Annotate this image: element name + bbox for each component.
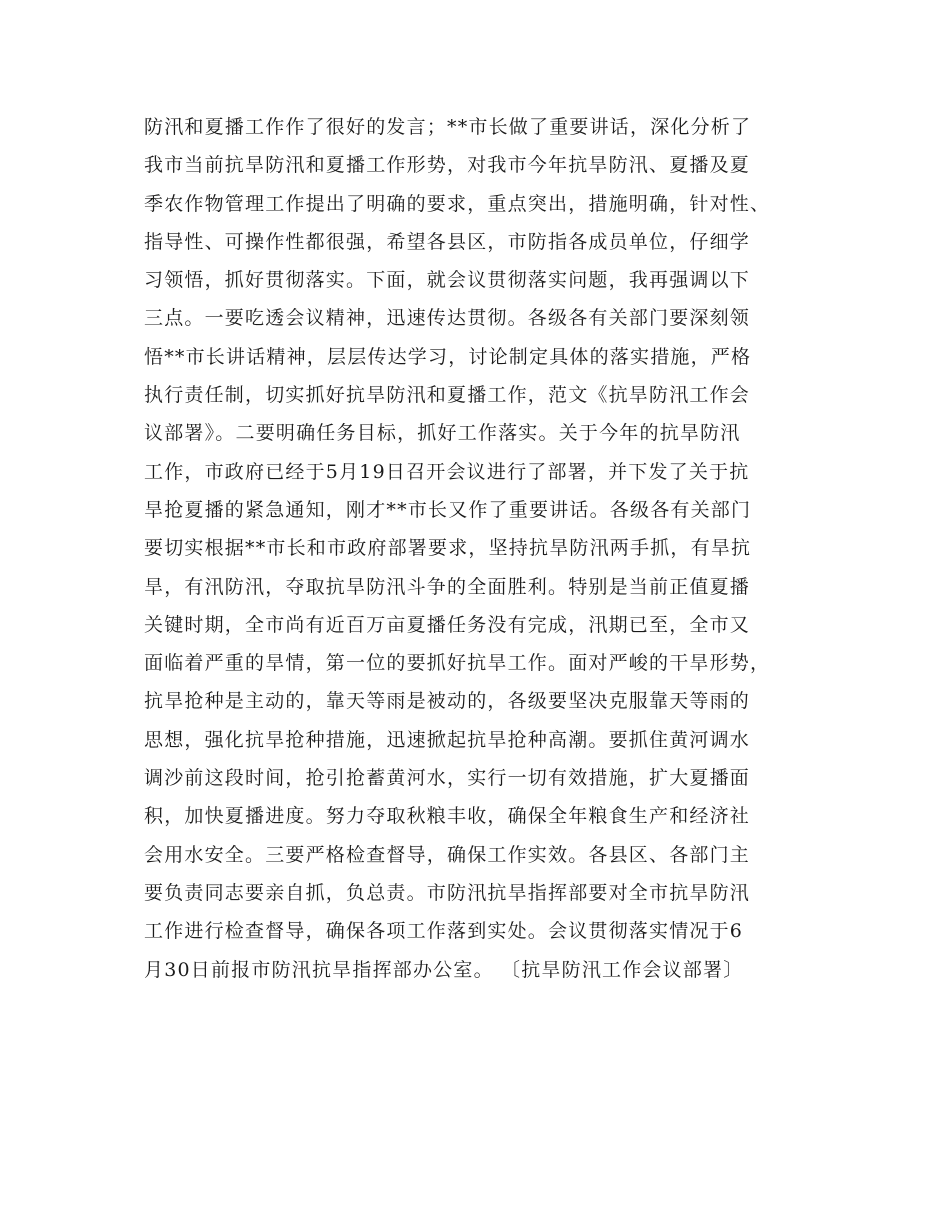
text-line: 抗旱抢种是主动的，靠天等雨是被动的，各级要坚决克服靠天等雨的 (144, 690, 751, 713)
text-line: 积，加快夏播进度。努力夺取秋粮丰收，确保全年粮食生产和经济社 (144, 805, 751, 828)
text-line: 旱抢夏播的紧急通知，刚才**市长又作了重要讲话。各级各有关部门 (144, 498, 752, 521)
text-line: 月30日前报市防汛抗旱指挥部办公室。 〔抗旱防汛工作会议部署〕 (144, 958, 744, 981)
text-line: 悟**市长讲话精神，层层传达学习，讨论制定具体的落实措施，严格 (144, 345, 752, 368)
body-paragraph (144, 108, 824, 989)
text-line: 执行责任制，切实抓好抗旱防汛和夏播工作，范文《抗旱防汛工作会 (144, 384, 751, 407)
text-line: 季农作物管理工作提出了明确的要求，重点突出，措施明确，针对性、 (144, 192, 771, 215)
text-line: 会用水安全。三要严格检查督导，确保工作实效。各县区、各部门主 (144, 843, 751, 866)
text-line: 议部署》。二要明确任务目标，抓好工作落实。关于今年的抗旱防汛 (144, 422, 741, 445)
text-line: 三点。一要吃透会议精神，迅速传达贯彻。各级各有关部门要深刻领 (144, 307, 751, 330)
text-line: 面临着严重的旱情，第一位的要抓好抗旱工作。面对严峻的干旱形势， (144, 652, 771, 675)
text-line: 调沙前这段时间，抢引抢蓄黄河水，实行一切有效措施，扩大夏播面 (144, 767, 751, 790)
text-line: 我市当前抗旱防汛和夏播工作形势，对我市今年抗旱防汛、夏播及夏 (144, 154, 751, 177)
text-line: 思想，强化抗旱抢种措施，迅速掀起抗旱抢种高潮。要抓住黄河调水 (144, 728, 751, 751)
text-line: 习领悟，抓好贯彻落实。下面，就会议贯彻落实问题，我再强调以下 (144, 269, 751, 292)
text-line: 防汛和夏播工作作了很好的发言；**市长做了重要讲话，深化分析了 (144, 116, 752, 138)
text-line: 关键时期，全市尚有近百万亩夏播任务没有完成，汛期已至，全市又 (144, 613, 751, 636)
text-line: 工作，市政府已经于5月19日召开会议进行了部署，并下发了关于抗 (144, 460, 750, 483)
text-line: 要负责同志要亲自抓，负总责。市防汛抗旱指挥部要对全市抗旱防汛 (144, 881, 751, 904)
text-line: 指导性、可操作性都很强，希望各县区，市防指各成员单位，仔细学 (144, 230, 751, 253)
text-line: 工作进行检查督导，确保各项工作落到实处。会议贯彻落实情况于6 (144, 920, 744, 943)
text-line: 要切实根据**市长和市政府部署要求，坚持抗旱防汛两手抓，有旱抗 (144, 537, 752, 560)
text-line: 旱，有汛防汛，夺取抗旱防汛斗争的全面胜利。特别是当前正值夏播 (144, 575, 751, 598)
